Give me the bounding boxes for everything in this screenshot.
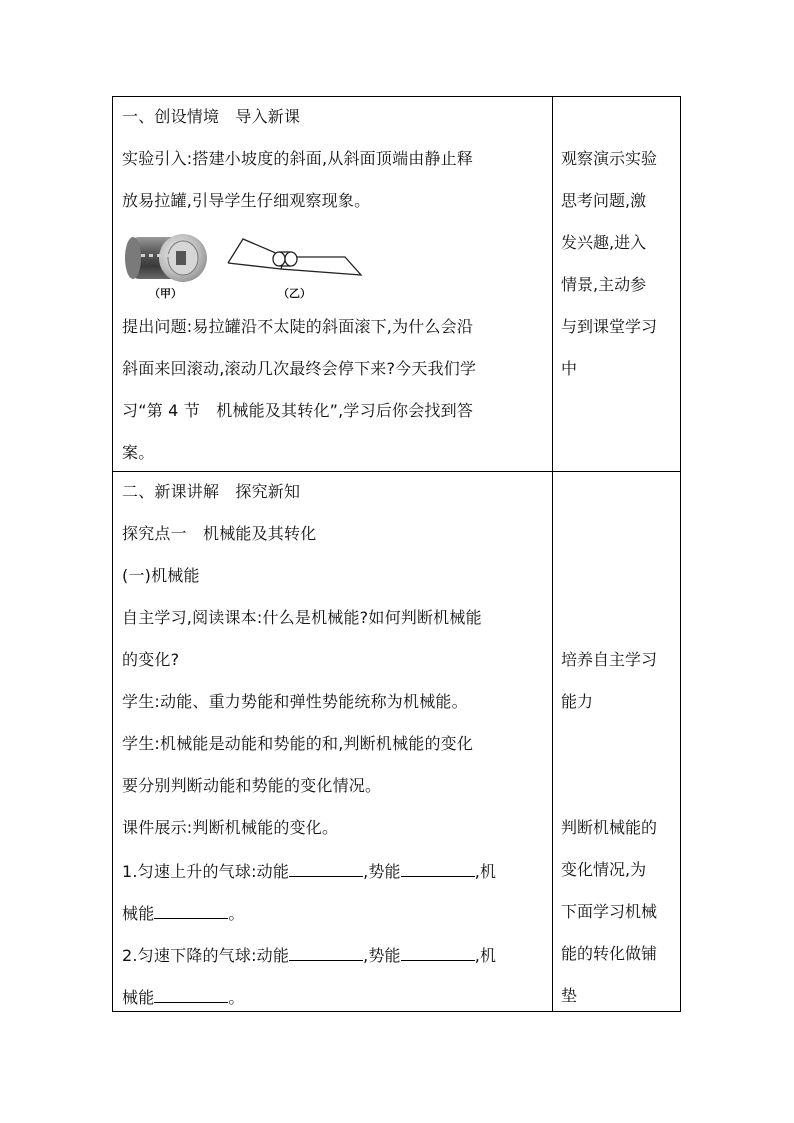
answer-blank[interactable] [289, 860, 363, 877]
text-line: 放易拉罐,引导学生仔细观察现象。 [122, 191, 371, 210]
text-line: 案。 [122, 443, 155, 462]
text-line: 观察演示实验 [561, 149, 658, 168]
text-line: 判断机械能的 [561, 818, 658, 837]
figure-caption-b: （乙） [278, 287, 311, 300]
answer-blank[interactable] [401, 860, 475, 877]
exercise-1-line-2: 械能 。 [122, 904, 245, 923]
subheading: (一)机械能 [122, 566, 200, 585]
lesson-plan-table [112, 96, 681, 1012]
text-line: 垫 [561, 986, 578, 1005]
student-activity-cell [553, 472, 681, 1012]
text-line: 思考问题,激 [561, 191, 647, 210]
text-line: 培养自主学习 [561, 650, 658, 669]
text-line: 实验引入:搭建小坡度的斜面,从斜面顶端由静止释 [122, 149, 474, 168]
text-line: 与到课堂学习 [561, 317, 658, 336]
text-line: 能力 [561, 692, 594, 711]
exercise-2-line-2: 械能 。 [122, 988, 245, 1007]
teaching-process-cell [113, 472, 553, 1012]
text-line: 斜面来回滚动,滚动几次最终会停下来?今天我们学 [122, 359, 477, 378]
text-line: 下面学习机械 [561, 902, 658, 921]
text-line: 中 [561, 359, 578, 378]
answer-blank[interactable] [154, 986, 228, 1003]
text-line: 课件展示:判断机械能的变化。 [122, 818, 339, 837]
text-line: 情景,主动参 [561, 275, 647, 294]
exercise-1-line: 1.匀速上升的气球:动能 ,势能 ,机 [122, 862, 497, 881]
answer-blank[interactable] [154, 902, 228, 919]
text-line: 习“第 4 节 机械能及其转化”,学习后你会找到答 [122, 401, 474, 420]
text-line: 能的转化做铺 [561, 944, 658, 963]
subheading: 探究点一 机械能及其转化 [122, 524, 317, 543]
incline-diagram-icon [228, 239, 361, 275]
exercise-2-line: 2.匀速下降的气球:动能 ,势能 ,机 [122, 946, 497, 965]
answer-blank[interactable] [289, 944, 363, 961]
text-line: 变化情况,为 [561, 860, 647, 879]
section-heading: 一、创设情境 导入新课 [122, 107, 301, 126]
text-line: 学生:动能、重力势能和弹性势能统称为机械能。 [122, 692, 468, 711]
text-line: 自主学习,阅读课本:什么是机械能?如何判断机械能 [122, 608, 482, 627]
text-line: 要分别判断动能和势能的变化情况。 [122, 776, 382, 795]
text-line: 学生:机械能是动能和势能的和,判断机械能的变化 [122, 734, 474, 753]
answer-blank[interactable] [401, 944, 475, 961]
table-row-intro [113, 97, 680, 472]
student-activity-cell [553, 97, 681, 471]
section-heading: 二、新课讲解 探究新知 [122, 482, 301, 501]
teaching-process-cell [113, 97, 553, 471]
text-line: 的变化? [122, 650, 180, 669]
text-line: 发兴趣,进入 [561, 233, 647, 252]
table-row-new-lesson [113, 472, 680, 1012]
figure-caption-a: （甲） [149, 287, 182, 300]
experiment-figure [113, 227, 553, 307]
can-icon [125, 234, 207, 282]
text-line: 提出问题:易拉罐沿不太陡的斜面滚下,为什么会沿 [122, 317, 474, 336]
